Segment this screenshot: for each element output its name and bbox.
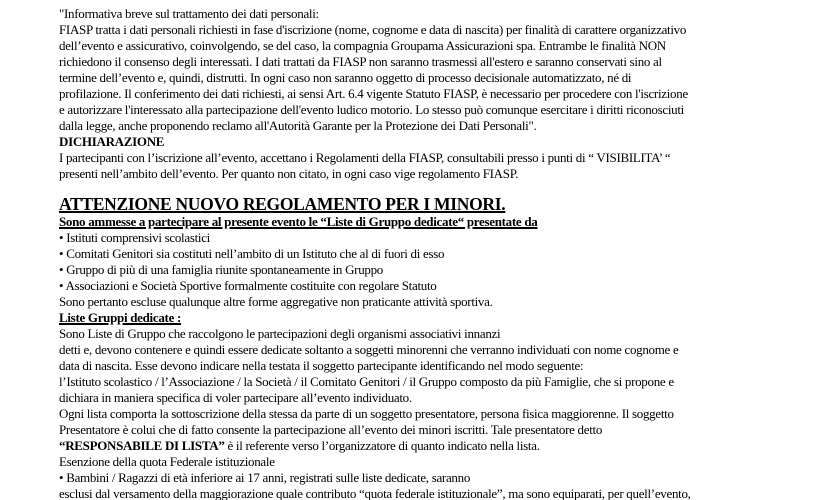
text-segment: esclusi dal versamento della maggiorazione quale contributo “quota federale istituzionale”, ma sono equiparati, per quell’evento,	[59, 486, 691, 500]
text-segment: richiedono il consenso degli interessati. I dati trattati da FIASP non saranno trasmessi all'estero e saranno conservati sino al	[59, 54, 662, 69]
text-segment: data di nascita. Esse devono indicare nella testata il soggetto partecipante identificando nel modo seguente:	[59, 358, 584, 373]
text-line	[59, 278, 830, 294]
text-line	[59, 6, 830, 22]
text-segment: Sono Liste di Gruppo che raccolgono le partecipazioni degli organismi associativi innanzi	[59, 326, 501, 341]
text-segment: I partecipanti con l’iscrizione all’evento, accettano i Regolamenti della FIASP, consultabili presso i punti di “ VISIBILITA’ “	[59, 150, 671, 165]
text-line	[59, 214, 830, 230]
text-segment: Liste Gruppi dedicate :	[59, 310, 182, 325]
text-segment: Esenzione della quota Federale istituzionale	[59, 454, 275, 469]
text-segment: • Istituti comprensivi scolastici	[59, 230, 210, 245]
text-segment: Ogni lista comporta la sottoscrizione della stessa da parte di un soggetto presentatore, persona fisica maggiorenne. Il soggetto	[59, 406, 674, 421]
text-segment: Sono ammesse a partecipare al presente evento le “Liste di Gruppo dedicate“ presentate da	[59, 214, 538, 229]
text-segment: • Gruppo di più di una famiglia riunite spontaneamente in Gruppo	[59, 262, 383, 277]
text-line	[59, 310, 830, 326]
text-segment: detti e, devono contenere e quindi essere dedicate soltanto a soggetti minorenni che verranno individuati con nome cognome e	[59, 342, 679, 357]
text-segment: è il referente verso l’organizzatore di quanto indicato nella lista.	[224, 438, 540, 453]
text-line	[59, 70, 830, 86]
text-segment: • Comitati Genitori sia costituti nell’ambito di un Istituto che al di fuori di esso	[59, 246, 445, 261]
text-line	[59, 294, 830, 310]
text-segment: presenti nell’ambito dell’evento. Per quanto non citato, in ogni caso vige regolamento FIASP.	[59, 166, 519, 181]
text-line	[59, 118, 830, 134]
text-segment: Sono pertanto escluse qualunque altre forme aggregative non praticante attività sportiva.	[59, 294, 493, 309]
text-line	[59, 262, 830, 278]
text-line	[59, 326, 830, 342]
text-line	[59, 406, 830, 422]
text-segment: e autorizzare l'interessato alla partecipazione dell'evento ludico motorio. Lo stesso può comunque esercitare i diritti riconosciuti	[59, 102, 684, 117]
text-line	[59, 422, 830, 438]
text-segment: Presentatore è colui che di fatto consente la partecipazione all’evento dei minori iscritti. Tale presentatore detto	[59, 422, 603, 437]
text-line	[59, 86, 830, 102]
text-segment: dalla legge, anche proponendo reclamo all'Autorità Garante per la Protezione dei Dati Personali".	[59, 118, 537, 133]
text-line	[59, 22, 830, 38]
text-line	[59, 166, 830, 182]
text-segment: DICHIARAZIONE	[59, 134, 165, 149]
text-line	[59, 150, 830, 166]
text-segment: ATTENZIONE NUOVO REGOLAMENTO PER I MINORI.	[59, 194, 506, 214]
blank-line	[59, 182, 830, 194]
text-line	[59, 454, 830, 470]
text-segment: dell’evento e assicurativo, coinvolgendo, se del caso, la compagnia Groupama Assicurazioni spa. Entrambe le finalità NON	[59, 38, 666, 53]
text-line	[59, 230, 830, 246]
text-line	[59, 342, 830, 358]
text-segment: • Bambini / Ragazzi di età inferiore ai 17 anni, registrati sulle liste dedicate, saranno	[59, 470, 471, 485]
text-line	[59, 246, 830, 262]
text-line	[59, 102, 830, 118]
text-line	[59, 38, 830, 54]
text-segment: l’Istituto scolastico / l’Associazione / la Società / il Comitato Genitori / il Gruppo composto da più Famiglie, che si propone e	[59, 374, 674, 389]
text-line	[59, 358, 830, 374]
text-segment: dichiara in maniera specifica di voler partecipare all’evento individuato.	[59, 390, 412, 405]
text-line	[59, 54, 830, 70]
text-line	[59, 486, 830, 500]
text-segment: • Associazioni e Società Sportive formalmente costituite con regolare Statuto	[59, 278, 437, 293]
text-segment: FIASP tratta i dati personali richiesti in fase d'iscrizione (nome, cognome e data di nascita) per finalità di carattere organizzativo	[59, 22, 687, 37]
text-line	[59, 438, 830, 454]
text-line	[59, 470, 830, 486]
text-line	[59, 374, 830, 390]
text-segment: profilazione. Il conferimento dei dati richiesti, ai sensi Art. 6.4 vigente Statuto FIASP, è necessario per procedere con l'iscrizione	[59, 86, 688, 101]
text-segment: "Informativa breve sul trattamento dei dati personali:	[59, 6, 319, 21]
text-line	[59, 390, 830, 406]
text-segment: “RESPONSABILE DI LISTA”	[59, 438, 225, 453]
text-segment: termine dell’evento e, quindi, distrutti. In ogni caso non saranno oggetto di processo decisionale automatizzato, né di	[59, 70, 632, 85]
section-heading	[59, 194, 830, 214]
text-line	[59, 134, 830, 150]
